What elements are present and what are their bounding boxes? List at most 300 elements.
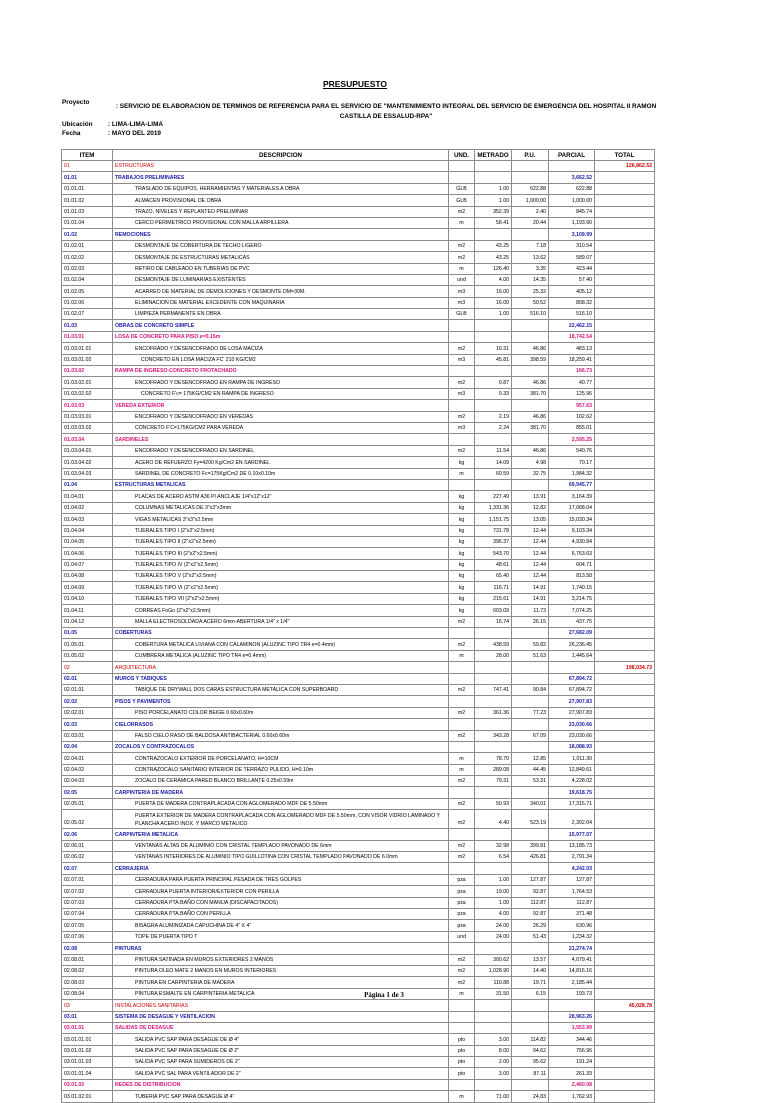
budget-section-row — [62, 696, 655, 707]
cell-descripcion: TIJERALES TIPO II (2"x2"x2.5mm) — [113, 536, 449, 547]
cell-total — [595, 183, 655, 194]
budget-section-row — [62, 1011, 655, 1022]
page-title: PRESUPUESTO — [322, 79, 388, 89]
cell-descripcion: CERRADURA PTA.BAÑO CON MANIJA (DISCAPACITADOS) — [113, 897, 449, 908]
cell-precio-unitario: 67.09 — [512, 730, 549, 741]
cell-parcial: 1,000.00 — [549, 195, 595, 206]
budget-item-row — [62, 491, 655, 502]
budget-item-row — [62, 1045, 655, 1056]
cell-precio-unitario: 25.32 — [512, 286, 549, 297]
budget-item-row — [62, 354, 655, 365]
budget-section-row — [62, 719, 655, 730]
budget-section-row — [62, 366, 655, 377]
cell-metrado — [475, 434, 512, 445]
cell-unidad: m — [449, 764, 475, 775]
cell-total — [595, 707, 655, 718]
cell-precio-unitario: 53.31 — [512, 776, 549, 787]
cell-parcial — [549, 662, 595, 673]
cell-precio-unitario: 114.82 — [512, 1034, 549, 1045]
cell-descripcion: REMOCIONES — [113, 229, 449, 240]
cell-item: 01.03.01.02 — [62, 354, 113, 365]
cell-descripcion: REDES DE DISTRIBUCION — [113, 1079, 449, 1090]
cell-descripcion: DESMONTAJE DE LUMINARIAS EXISTENTES — [113, 274, 449, 285]
cell-metrado: 2.19 — [475, 411, 512, 422]
cell-metrado: 10.31 — [475, 343, 512, 354]
cell-total — [595, 886, 655, 897]
cell-item: 02.02.01 — [62, 707, 113, 718]
cell-precio-unitario: 399.81 — [512, 840, 549, 851]
cell-precio-unitario: 95.62 — [512, 1057, 549, 1068]
cell-precio-unitario: 46.86 — [512, 411, 549, 422]
cell-total — [595, 593, 655, 604]
cell-total — [595, 1022, 655, 1033]
cell-item: 02.08.03 — [62, 977, 113, 988]
cell-metrado — [475, 400, 512, 411]
cell-metrado: 45.81 — [475, 354, 512, 365]
col-header-parcial: PARCIAL — [549, 150, 595, 161]
cell-descripcion: PINTURA OLEO MATE 2 MANOS EN MUROS INTERIORES — [113, 965, 449, 976]
budget-item-row — [62, 1057, 655, 1068]
cell-metrado: 1,151.75 — [475, 514, 512, 525]
cell-total — [595, 514, 655, 525]
cell-total — [595, 297, 655, 308]
cell-unidad: m2 — [449, 798, 475, 809]
cell-parcial: 756.96 — [549, 1045, 595, 1056]
cell-total — [595, 1011, 655, 1022]
cell-total — [595, 411, 655, 422]
cell-metrado — [475, 943, 512, 954]
cell-total — [595, 525, 655, 536]
cell-item: 01 — [62, 161, 113, 172]
cell-item: 01.03.03.01 — [62, 411, 113, 422]
cell-total — [595, 776, 655, 787]
cell-total — [595, 863, 655, 874]
cell-precio-unitario: 46.86 — [512, 377, 549, 388]
cell-item: 03.01.01.03 — [62, 1057, 113, 1068]
cell-total — [595, 1079, 655, 1090]
cell-unidad: m2 — [449, 377, 475, 388]
budget-item-row — [62, 776, 655, 787]
cell-item: 01.04.03 — [62, 514, 113, 525]
cell-precio-unitario: 13.05 — [512, 514, 549, 525]
cell-total — [595, 829, 655, 840]
cell-parcial: 18,742.54 — [549, 331, 595, 342]
cell-total — [595, 400, 655, 411]
cell-descripcion: CONCRETO F'c= 175KG/CM2 EN RAMPA DE INGRESO — [113, 388, 449, 399]
cell-unidad — [449, 696, 475, 707]
cell-parcial: 261.33 — [549, 1068, 595, 1079]
cell-total — [595, 229, 655, 240]
cell-metrado: 71.00 — [475, 1091, 512, 1102]
cell-item: 01.04.07 — [62, 559, 113, 570]
cell-unidad: m2 — [449, 616, 475, 627]
cell-parcial: 15,030.34 — [549, 514, 595, 525]
cell-descripcion: CARPINTERIA METALICA — [113, 829, 449, 840]
cell-item: 02.03 — [62, 719, 113, 730]
budget-item-row — [62, 810, 655, 829]
cell-metrado: 1.00 — [475, 874, 512, 885]
cell-unidad — [449, 320, 475, 331]
cell-metrado: 731.78 — [475, 525, 512, 536]
cell-total — [595, 1091, 655, 1102]
cell-precio-unitario — [512, 1079, 549, 1090]
budget-section-row — [62, 628, 655, 639]
cell-item: 02 — [62, 662, 113, 673]
cell-descripcion: SALIDA PVC SAP PARA DESAGUE DE Ø 4" — [113, 1034, 449, 1045]
cell-descripcion: CUMBRERA METALICA (ALUZINC TIPO TR4 e=0.4mm) — [113, 650, 449, 661]
cell-unidad: m3 — [449, 297, 475, 308]
cell-descripcion: TIJERALES TIPO VI (2"x2"x2.5mm) — [113, 582, 449, 593]
budget-item-row — [62, 422, 655, 433]
cell-unidad: m2 — [449, 840, 475, 851]
cell-descripcion: VENTANAS ALTAS DE ALUMINIO CON CRISTAL TEMPLADO PAVONADO DE 6mm — [113, 840, 449, 851]
cell-item: 01.02.06 — [62, 297, 113, 308]
cell-total — [595, 377, 655, 388]
cell-descripcion: COBERTURAS — [113, 628, 449, 639]
cell-parcial: 21,274.74 — [549, 943, 595, 954]
cell-total — [595, 840, 655, 851]
cell-parcial: 6,763.63 — [549, 548, 595, 559]
cell-unidad: m2 — [449, 776, 475, 787]
cell-descripcion: PISO PORCELANATO COLOR BEIGE 0.60x0.60m — [113, 707, 449, 718]
cell-total — [595, 468, 655, 479]
cell-unidad: m2 — [449, 684, 475, 695]
budget-item-row — [62, 650, 655, 661]
cell-total — [595, 684, 655, 695]
cell-item: 02.07.06 — [62, 931, 113, 942]
budget-item-row — [62, 1091, 655, 1102]
cell-parcial: 2,302.04 — [549, 810, 595, 829]
cell-precio-unitario — [512, 719, 549, 730]
cell-parcial: 344.46 — [549, 1034, 595, 1045]
cell-precio-unitario: 12.44 — [512, 548, 549, 559]
cell-item: 01.02.07 — [62, 309, 113, 320]
budget-item-row — [62, 764, 655, 775]
cell-item: 01.04.04 — [62, 525, 113, 536]
budget-item-row — [62, 707, 655, 718]
budget-item-row — [62, 1034, 655, 1045]
cell-total — [595, 810, 655, 829]
cell-descripcion: ALMACEN PROVISIONAL DE OBRA — [113, 195, 449, 206]
cell-total — [595, 445, 655, 456]
cell-parcial: 19,618.75 — [549, 787, 595, 798]
cell-precio-unitario: 12.82 — [512, 502, 549, 513]
cell-total — [595, 354, 655, 365]
cell-metrado: 396.37 — [475, 536, 512, 547]
cell-precio-unitario: 516.10 — [512, 309, 549, 320]
cell-descripcion: RAMPA DE INGRESO-CONCRETO FROTACHADO — [113, 366, 449, 377]
cell-item: 01.05.02 — [62, 650, 113, 661]
budget-item-row — [62, 309, 655, 320]
budget-item-row — [62, 874, 655, 885]
cell-parcial: 3,662.52 — [549, 172, 595, 183]
budget-item-row — [62, 559, 655, 570]
cell-metrado: 78.70 — [475, 753, 512, 764]
cell-metrado: 31.50 — [475, 988, 512, 999]
cell-unidad: m — [449, 263, 475, 274]
cell-item: 01.03.02.01 — [62, 377, 113, 388]
budget-section-row — [62, 1079, 655, 1090]
cell-unidad: kg — [449, 571, 475, 582]
cell-precio-unitario: 622.88 — [512, 183, 549, 194]
cell-precio-unitario — [512, 331, 549, 342]
cell-total — [595, 628, 655, 639]
cell-descripcion: CONTRAZOCALO SANITARIO INTERIOR DE TERRAZO PULIDO, H=0.10m — [113, 764, 449, 775]
cell-precio-unitario: 14.91 — [512, 593, 549, 604]
cell-metrado: 0.87 — [475, 377, 512, 388]
cell-precio-unitario: 13.57 — [512, 954, 549, 965]
cell-parcial: 2,185.44 — [549, 977, 595, 988]
cell-precio-unitario — [512, 741, 549, 752]
cell-total — [595, 787, 655, 798]
cell-unidad: m — [449, 468, 475, 479]
budget-table — [61, 149, 655, 1103]
cell-precio-unitario: 92.87 — [512, 909, 549, 920]
cell-descripcion: TIJERALES TIPO V (2"x2"x2.5mm) — [113, 571, 449, 582]
cell-parcial — [549, 1000, 595, 1011]
cell-precio-unitario: 14.35 — [512, 274, 549, 285]
cell-metrado: 28.00 — [475, 650, 512, 661]
cell-total — [595, 434, 655, 445]
cell-item: 01.02.05 — [62, 286, 113, 297]
cell-item: 01.03.04.03 — [62, 468, 113, 479]
cell-total — [595, 920, 655, 931]
cell-item: 02.05.02 — [62, 810, 113, 829]
cell-parcial: 540.76 — [549, 445, 595, 456]
cell-parcial: 40.77 — [549, 377, 595, 388]
cell-parcial: 14,816.16 — [549, 965, 595, 976]
cell-unidad: pza — [449, 909, 475, 920]
budget-item-row — [62, 525, 655, 536]
cell-total — [595, 897, 655, 908]
cell-item: 03.01.01.02 — [62, 1045, 113, 1056]
cell-total — [595, 274, 655, 285]
cell-item: 01.03.01.01 — [62, 343, 113, 354]
cell-unidad — [449, 434, 475, 445]
cell-descripcion: TABIQUE DE DRYWALL DOS CARAS ESTRUCTURA METALICA CON SUPERBOARD — [113, 684, 449, 695]
cell-precio-unitario: 3.35 — [512, 263, 549, 274]
cell-metrado: 343.28 — [475, 730, 512, 741]
cell-descripcion: SALIDA PVC SAL PARA VENTILADOR DE 2" — [113, 1068, 449, 1079]
cell-parcial: 17,068.04 — [549, 502, 595, 513]
cell-total — [595, 673, 655, 684]
cell-precio-unitario — [512, 829, 549, 840]
cell-total — [595, 582, 655, 593]
cell-descripcion: CARPINTERIA DE MADERA — [113, 787, 449, 798]
cell-descripcion: TRAZO, NIVELES Y REPLANTEO PRELIMINAR — [113, 206, 449, 217]
cell-unidad: kg — [449, 457, 475, 468]
cell-parcial: 27,682.09 — [549, 628, 595, 639]
cell-metrado — [475, 719, 512, 730]
cell-item: 02.04.02 — [62, 764, 113, 775]
cell-precio-unitario — [512, 1011, 549, 1022]
cell-descripcion: CONTRAZOCALO EXTERIOR DE PORCELANATO, H=10CM — [113, 753, 449, 764]
cell-precio-unitario: 14.40 — [512, 965, 549, 976]
cell-descripcion: ENCOFRADO Y DESENCOFRADO EN VEREDAS — [113, 411, 449, 422]
cell-descripcion: OBRAS DE CONCRETO SIMPLE — [113, 320, 449, 331]
cell-parcial: 3,164.39 — [549, 491, 595, 502]
cell-parcial: 1,445.64 — [549, 650, 595, 661]
col-header-item: ITEM — [62, 150, 113, 161]
cell-descripcion: ZOCALO DE CERAMICA PARED BLANCO BRILLANTE 0.25x0.59m — [113, 776, 449, 787]
cell-item: 01.04.11 — [62, 605, 113, 616]
cell-metrado: 1.00 — [475, 309, 512, 320]
cell-metrado: 4.40 — [475, 810, 512, 829]
budget-item-row — [62, 730, 655, 741]
cell-parcial: 4,079.41 — [549, 954, 595, 965]
cell-precio-unitario: 13.62 — [512, 252, 549, 263]
cell-precio-unitario — [512, 366, 549, 377]
cell-metrado: 352.39 — [475, 206, 512, 217]
cell-descripcion: TIJERALES TIPO VII (2"x2"x2.5mm) — [113, 593, 449, 604]
cell-unidad: m — [449, 1091, 475, 1102]
cell-precio-unitario: 381.70 — [512, 422, 549, 433]
cell-item: 02.06.02 — [62, 852, 113, 863]
cell-descripcion: ACERO DE REFUERZO Fy=4200 Kg/Cm2 EN SARDINEL — [113, 457, 449, 468]
cell-item: 01.01.01 — [62, 183, 113, 194]
cell-descripcion: FALSO CIELO RASO DE BALDOSA ANTIBACTERIAL 0.60x0.60m — [113, 730, 449, 741]
cell-total — [595, 172, 655, 183]
cell-metrado: 79.31 — [475, 776, 512, 787]
cell-parcial: 17,316.71 — [549, 798, 595, 809]
budget-item-row — [62, 798, 655, 809]
cell-descripcion: INSTALACIONES SANITARIAS — [113, 1000, 449, 1011]
cell-unidad: und — [449, 931, 475, 942]
col-header-pu: P.U. — [512, 150, 549, 161]
location-value: : LIMA-LIMA-LIMA — [108, 121, 164, 128]
cell-descripcion: TIJERALES TIPO I (2"x2"x2.5mm) — [113, 525, 449, 536]
cell-unidad: pto — [449, 1034, 475, 1045]
cell-parcial: 26,236.45 — [549, 639, 595, 650]
cell-parcial: 102.62 — [549, 411, 595, 422]
cell-parcial: 22,462.15 — [549, 320, 595, 331]
cell-parcial: 1,762.93 — [549, 1091, 595, 1102]
cell-metrado: 543.70 — [475, 548, 512, 559]
cell-unidad — [449, 1000, 475, 1011]
cell-metrado: 603.09 — [475, 605, 512, 616]
budget-section-row — [62, 331, 655, 342]
cell-item: 03.01.02.01 — [62, 1091, 113, 1102]
cell-precio-unitario — [512, 172, 549, 183]
cell-item: 02.07.03 — [62, 897, 113, 908]
cell-descripcion: SALIDA PVC SAP PARA DESAGUE DE Ø 2" — [113, 1045, 449, 1056]
cell-metrado — [475, 787, 512, 798]
cell-descripcion: COLUMNAS METALICAS DE 3"x3"x3mm — [113, 502, 449, 513]
budget-item-row — [62, 263, 655, 274]
budget-item-row — [62, 457, 655, 468]
cell-total — [595, 730, 655, 741]
cell-metrado: 4.00 — [475, 274, 512, 285]
cell-descripcion: PINTURA EN CARPINTERIA DE MADERA — [113, 977, 449, 988]
cell-precio-unitario: 90.84 — [512, 684, 549, 695]
cell-parcial: 310.54 — [549, 240, 595, 251]
cell-precio-unitario: 59.82 — [512, 639, 549, 650]
cell-item: 03 — [62, 1000, 113, 1011]
cell-metrado: 16.74 — [475, 616, 512, 627]
cell-item: 03.01.02 — [62, 1079, 113, 1090]
cell-metrado: 0.33 — [475, 388, 512, 399]
cell-precio-unitario: 11.73 — [512, 605, 549, 616]
cell-total — [595, 252, 655, 263]
cell-metrado: 361.36 — [475, 707, 512, 718]
cell-metrado: 227.49 — [475, 491, 512, 502]
cell-descripcion: CERRADURA PTA.BAÑO CON PERILLA — [113, 909, 449, 920]
cell-item: 01.02.02 — [62, 252, 113, 263]
cell-unidad: m2 — [449, 810, 475, 829]
cell-parcial: 18,088.93 — [549, 741, 595, 752]
cell-total — [595, 343, 655, 354]
budget-item-row — [62, 468, 655, 479]
budget-item-row — [62, 684, 655, 695]
cell-unidad: m — [449, 650, 475, 661]
cell-total — [595, 798, 655, 809]
cell-parcial: 57.40 — [549, 274, 595, 285]
cell-metrado: 24.00 — [475, 920, 512, 931]
cell-descripcion: DESMONTAJE DE COBERTURA DE TECHO LIGERO — [113, 240, 449, 251]
cell-metrado: 8.00 — [475, 1045, 512, 1056]
budget-item-row — [62, 582, 655, 593]
cell-item: 02.05.01 — [62, 798, 113, 809]
cell-total — [595, 650, 655, 661]
cell-parcial: 23,030.66 — [549, 719, 595, 730]
cell-descripcion: ACARREO DE MATERIAL DE DEMOLICIONES Y DESMONTE DM=30M. — [113, 286, 449, 297]
cell-parcial: 15,977.07 — [549, 829, 595, 840]
cell-unidad — [449, 331, 475, 342]
cell-parcial: 13,185.73 — [549, 840, 595, 851]
budget-section-row — [62, 479, 655, 490]
cell-unidad: kg — [449, 605, 475, 616]
cell-total — [595, 206, 655, 217]
cell-descripcion: CERRADURA PUERTA INTERIOR/EXTERIOR CON PERILLA — [113, 886, 449, 897]
cell-metrado — [475, 161, 512, 172]
cell-metrado: 215.61 — [475, 593, 512, 604]
cell-item: 02.08 — [62, 943, 113, 954]
cell-total — [595, 548, 655, 559]
cell-item: 02.07.01 — [62, 874, 113, 885]
cell-unidad: pza — [449, 886, 475, 897]
cell-item: 02.05 — [62, 787, 113, 798]
cell-parcial: 437.75 — [549, 616, 595, 627]
cell-unidad: m3 — [449, 388, 475, 399]
cell-descripcion: PUERTA EXTERIOR DE MADERA CONTRAPLACADA CON AGLOMERADO MDF DE 5.50mm, CON VISOR VIDRIO LAMINADO Y PLANCHA ACERO INOX. Y MARCO METALICO — [113, 810, 449, 829]
cell-total — [595, 263, 655, 274]
cell-item: 01.03.01 — [62, 331, 113, 342]
budget-item-row — [62, 886, 655, 897]
budget-item-row — [62, 377, 655, 388]
budget-item-row — [62, 931, 655, 942]
cell-precio-unitario: 20.44 — [512, 217, 549, 228]
cell-descripcion: SALIDAS DE DESAGUE — [113, 1022, 449, 1033]
cell-unidad: m3 — [449, 354, 475, 365]
cell-unidad: kg — [449, 536, 475, 547]
cell-total — [595, 331, 655, 342]
cell-metrado: 16.00 — [475, 297, 512, 308]
cell-item: 02.04.01 — [62, 753, 113, 764]
budget-item-row — [62, 183, 655, 194]
cell-precio-unitario: 14.91 — [512, 582, 549, 593]
budget-item-row — [62, 639, 655, 650]
cell-precio-unitario: 381.70 — [512, 388, 549, 399]
cell-precio-unitario: 19.71 — [512, 977, 549, 988]
cell-precio-unitario — [512, 863, 549, 874]
cell-parcial: 405.12 — [549, 286, 595, 297]
cell-total — [595, 388, 655, 399]
cell-total: 198,034.73 — [595, 662, 655, 673]
cell-item: 02.06.01 — [62, 840, 113, 851]
budget-item-row — [62, 571, 655, 582]
cell-parcial: 23,030.66 — [549, 730, 595, 741]
cell-descripcion: MUROS Y TABIQUES — [113, 673, 449, 684]
